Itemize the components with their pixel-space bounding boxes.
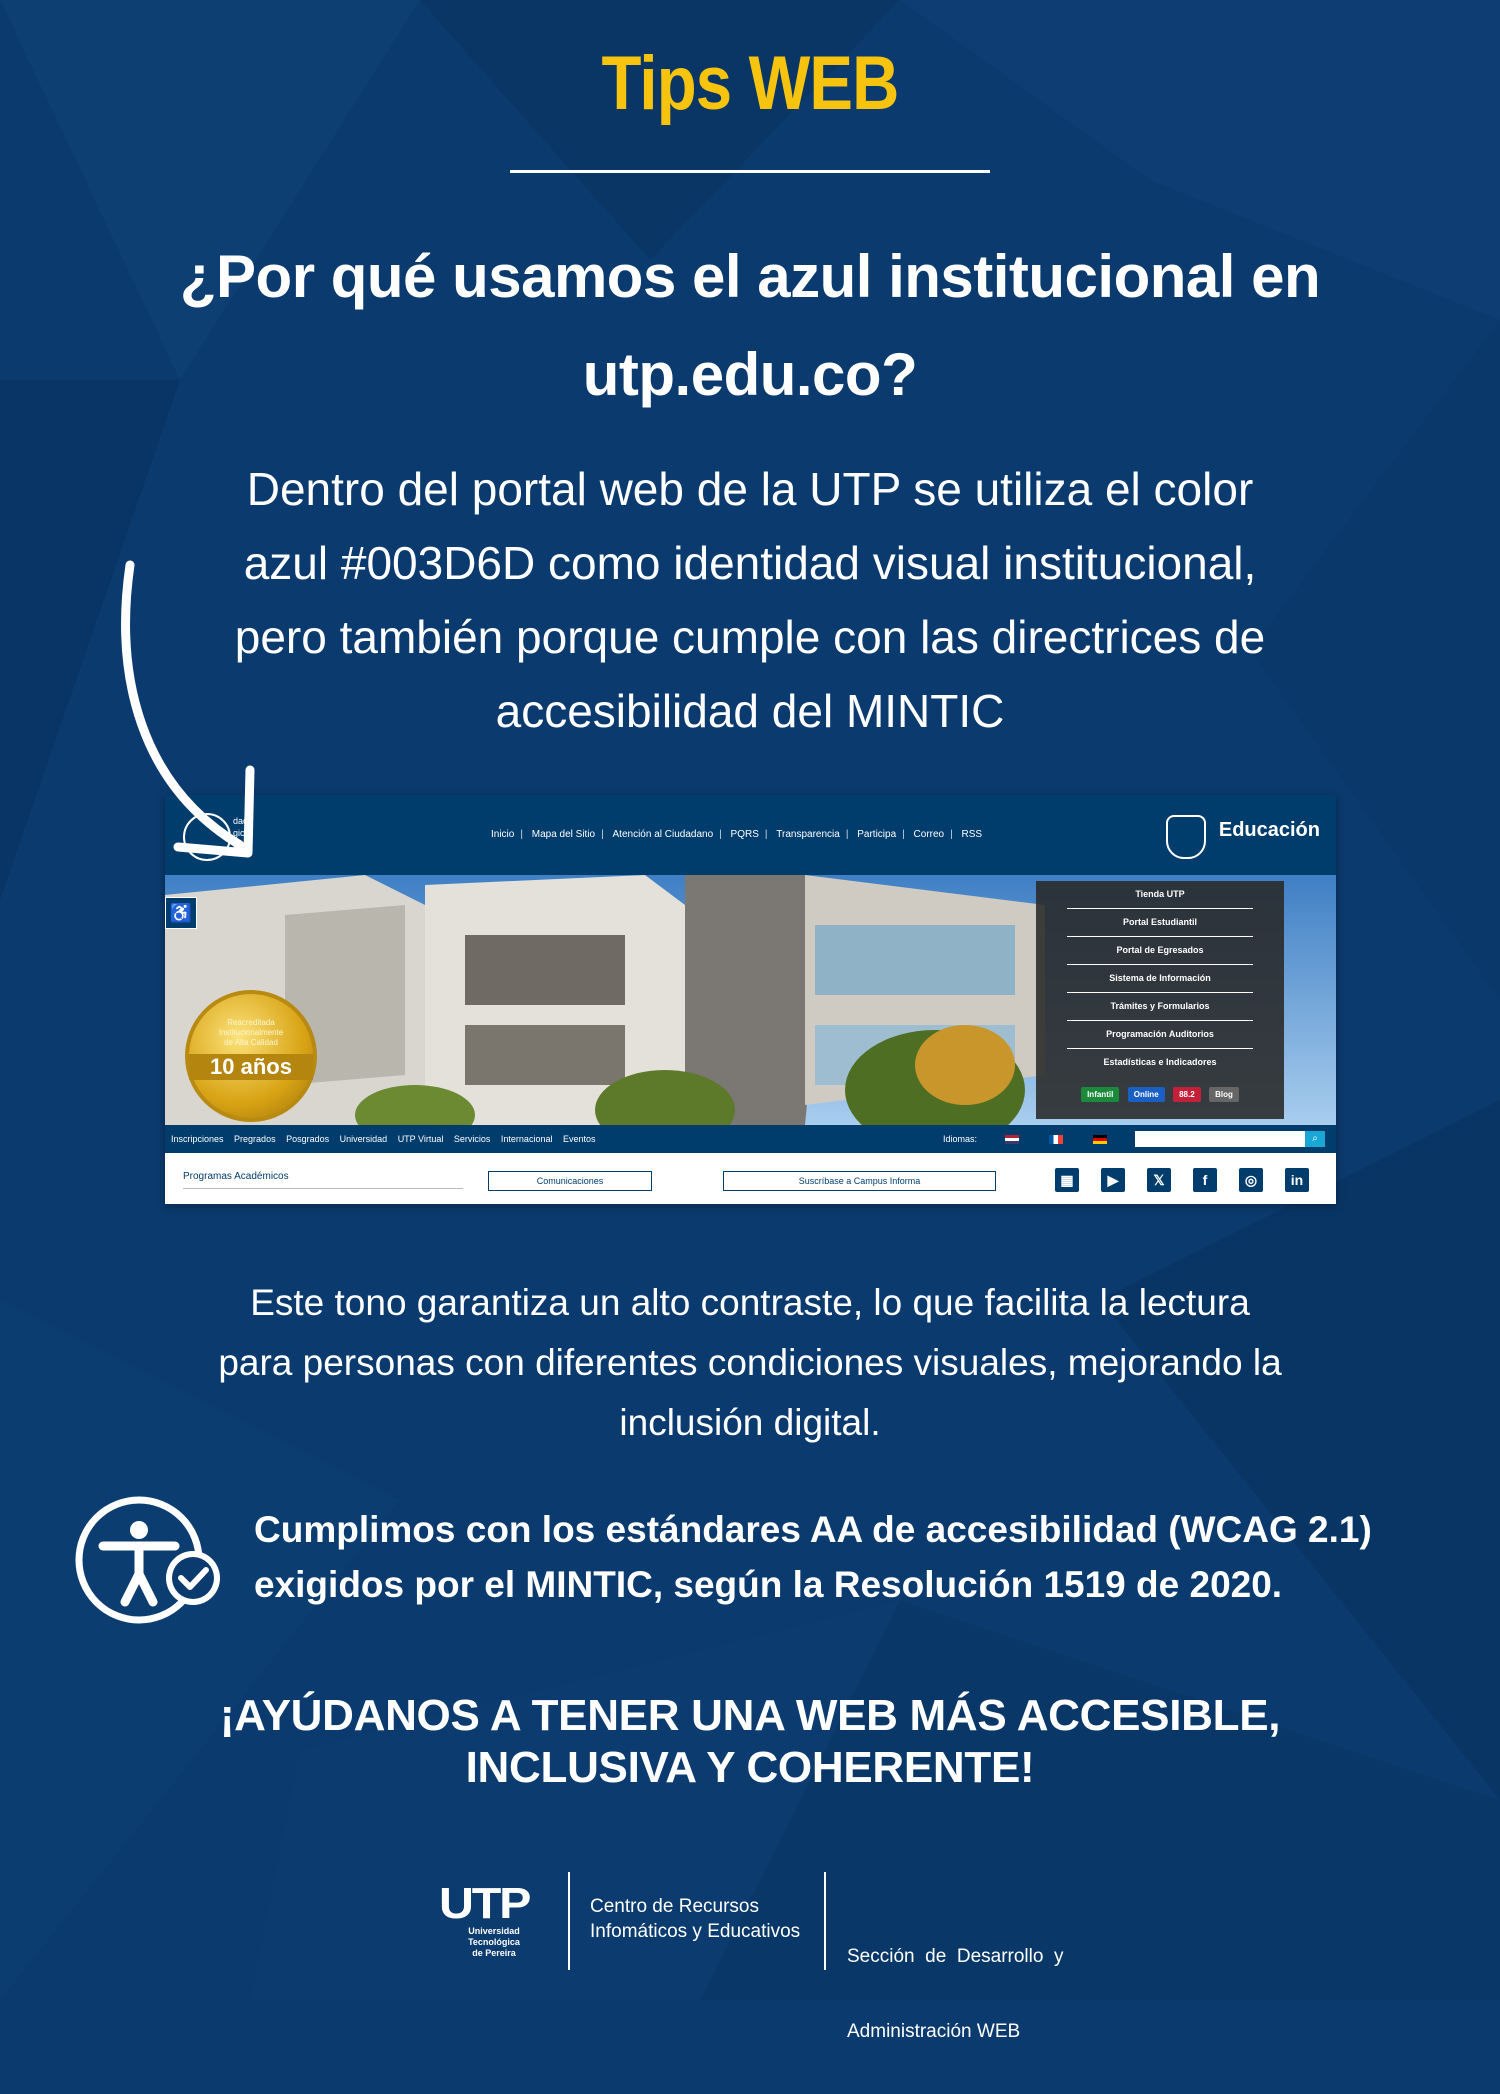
intro-line-2: azul #003D6D como identidad visual institucional,: [243, 537, 1257, 589]
footer-divider-1: [568, 1872, 570, 1970]
page-title-line-2: utp.edu.co?: [582, 341, 918, 408]
bar-inscripciones[interactable]: Inscripciones: [171, 1134, 224, 1144]
intro-line-1: Dentro del portal web de la UTP se utiliza el color: [246, 463, 1254, 515]
nav-mapa[interactable]: Mapa del Sitio: [531, 829, 596, 840]
panel-auditorios[interactable]: Programación Auditorios: [1067, 1021, 1253, 1049]
website-screenshot: [165, 795, 1336, 1204]
intro-paragraph: [135, 452, 1365, 748]
nav-rss[interactable]: RSS: [961, 829, 983, 840]
nav-inicio[interactable]: Inicio: [491, 829, 515, 840]
colombia-shield-icon: [1166, 815, 1206, 859]
bar-universidad[interactable]: Universidad: [339, 1134, 388, 1144]
utp-logo: [439, 1879, 544, 1959]
bar-internacional[interactable]: Internacional: [500, 1134, 553, 1144]
page-title: [150, 228, 1350, 424]
contrast-line-2: para personas con diferentes condiciones visuales, mejorando la: [218, 1342, 1282, 1383]
call-to-action: [150, 1690, 1350, 1794]
subscribe-button[interactable]: Suscríbase a Campus Informa: [723, 1171, 996, 1191]
site-footer-strip: [165, 1153, 1336, 1204]
site-logo-text: dad gica eira: [233, 816, 250, 850]
title-divider: [510, 170, 990, 173]
flag-fr-icon[interactable]: [1049, 1135, 1063, 1144]
nav-correo[interactable]: Correo: [913, 829, 945, 840]
nav-transparencia[interactable]: Transparencia: [776, 829, 840, 840]
brand-title: Tips WEB: [601, 41, 899, 126]
utp-logo-sub-1: Universidad Tecnológica: [468, 1926, 520, 1947]
standards-statement: [254, 1502, 1394, 1612]
cta-line-1: ¡AYÚDANOS A TENER UNA WEB MÁS ACCESIBLE,: [219, 1691, 1281, 1740]
pill-online[interactable]: Online: [1128, 1087, 1165, 1102]
panel-tienda[interactable]: Tienda UTP: [1067, 881, 1253, 909]
site-header: [165, 795, 1336, 875]
intro-line-4: accesibilidad del MINTIC: [495, 685, 1005, 737]
linkedin-icon[interactable]: in: [1285, 1168, 1309, 1192]
footer-unit-web: [847, 1894, 1064, 2094]
bar-pregrados[interactable]: Pregrados: [234, 1134, 276, 1144]
panel-estadisticas[interactable]: Estadísticas e Indicadores: [1103, 1057, 1217, 1067]
standards-line-1: Cumplimos con los estándares AA de accesibilidad (WCAG 2.1): [254, 1509, 1372, 1550]
utp-logo-sub-2: de Pereira: [472, 1948, 516, 1958]
contrast-line-3: inclusión digital.: [619, 1402, 881, 1443]
nav-pqrs[interactable]: PQRS: [730, 829, 759, 840]
panel-egresados[interactable]: Portal de Egresados: [1067, 937, 1253, 965]
flag-de-icon[interactable]: [1093, 1135, 1107, 1144]
pill-radio[interactable]: 88.2: [1173, 1087, 1201, 1102]
panel-estudiantil[interactable]: Portal Estudiantil: [1067, 909, 1253, 937]
contrast-paragraph: [165, 1273, 1335, 1453]
cta-line-2: INCLUSIVA Y COHERENTE!: [465, 1743, 1035, 1792]
pill-blog[interactable]: Blog: [1209, 1087, 1239, 1102]
comunicaciones-button[interactable]: Comunicaciones: [488, 1171, 652, 1191]
hero-image: [165, 875, 1336, 1125]
quick-links-panel: [1036, 881, 1284, 1119]
site-search-input[interactable]: [1135, 1131, 1305, 1147]
pill-infantil[interactable]: Infantil: [1081, 1087, 1119, 1102]
footer-divider-2: [824, 1872, 826, 1970]
gov-label: Educación: [1218, 819, 1320, 841]
accreditation-badge: Reacreditada Institucionalmente de Alta Calidad 10 años: [185, 990, 317, 1122]
curved-arrow-icon: [100, 555, 280, 875]
instagram-icon[interactable]: ◎: [1239, 1168, 1263, 1192]
site-secondary-nav: [165, 1125, 1336, 1153]
bar-utp-virtual[interactable]: UTP Virtual: [397, 1134, 444, 1144]
footer-unit-crie: [590, 1894, 800, 1944]
accessibility-check-icon: [73, 1494, 223, 1629]
web-line-1: Sección de Desarrollo y: [847, 1946, 1064, 1967]
bar-posgrados[interactable]: Posgrados: [286, 1134, 330, 1144]
languages-label: Idiomas:: [943, 1134, 978, 1144]
footer: [0, 1872, 1500, 2042]
youtube-icon[interactable]: ▶: [1101, 1168, 1125, 1192]
contrast-line-1: Este tono garantiza un alto contraste, lo que facilita la lectura: [250, 1282, 1250, 1323]
nav-atencion[interactable]: Atención al Ciudadano: [612, 829, 714, 840]
programs-dropdown[interactable]: Programas Académicos: [183, 1171, 463, 1189]
utp-logo-mark: UTP: [439, 1879, 530, 1928]
x-icon[interactable]: 𝕏: [1147, 1168, 1171, 1192]
bar-servicios[interactable]: Servicios: [453, 1134, 491, 1144]
panel-tramites[interactable]: Trámites y Formularios: [1067, 993, 1253, 1021]
accessibility-toggle-icon[interactable]: ♿: [165, 897, 197, 929]
crie-line-1: Centro de Recursos: [590, 1896, 759, 1917]
panel-sistema[interactable]: Sistema de Información: [1067, 965, 1253, 993]
search-icon[interactable]: ⌕: [1305, 1131, 1325, 1147]
nav-participa[interactable]: Participa: [857, 829, 897, 840]
bar-eventos[interactable]: Eventos: [562, 1134, 596, 1144]
flag-us-icon[interactable]: [1005, 1135, 1019, 1144]
site-top-nav: Inicio | Mapa del Sitio | Atención al Ciudadano | PQRS | Transparencia | Participa | Correo | RSS: [491, 829, 983, 840]
directory-icon[interactable]: ▦: [1055, 1168, 1079, 1192]
web-line-2: Administración WEB: [847, 2021, 1021, 2042]
page-title-line-1: ¿Por qué usamos el azul institucional en: [179, 243, 1321, 310]
crie-line-2: Infomáticos y Educativos: [590, 1921, 801, 1942]
standards-line-2: exigidos por el MINTIC, según la Resolución 1519 de 2020.: [254, 1564, 1283, 1605]
facebook-icon[interactable]: f: [1193, 1168, 1217, 1192]
intro-line-3: pero también porque cumple con las directrices de: [234, 611, 1266, 663]
